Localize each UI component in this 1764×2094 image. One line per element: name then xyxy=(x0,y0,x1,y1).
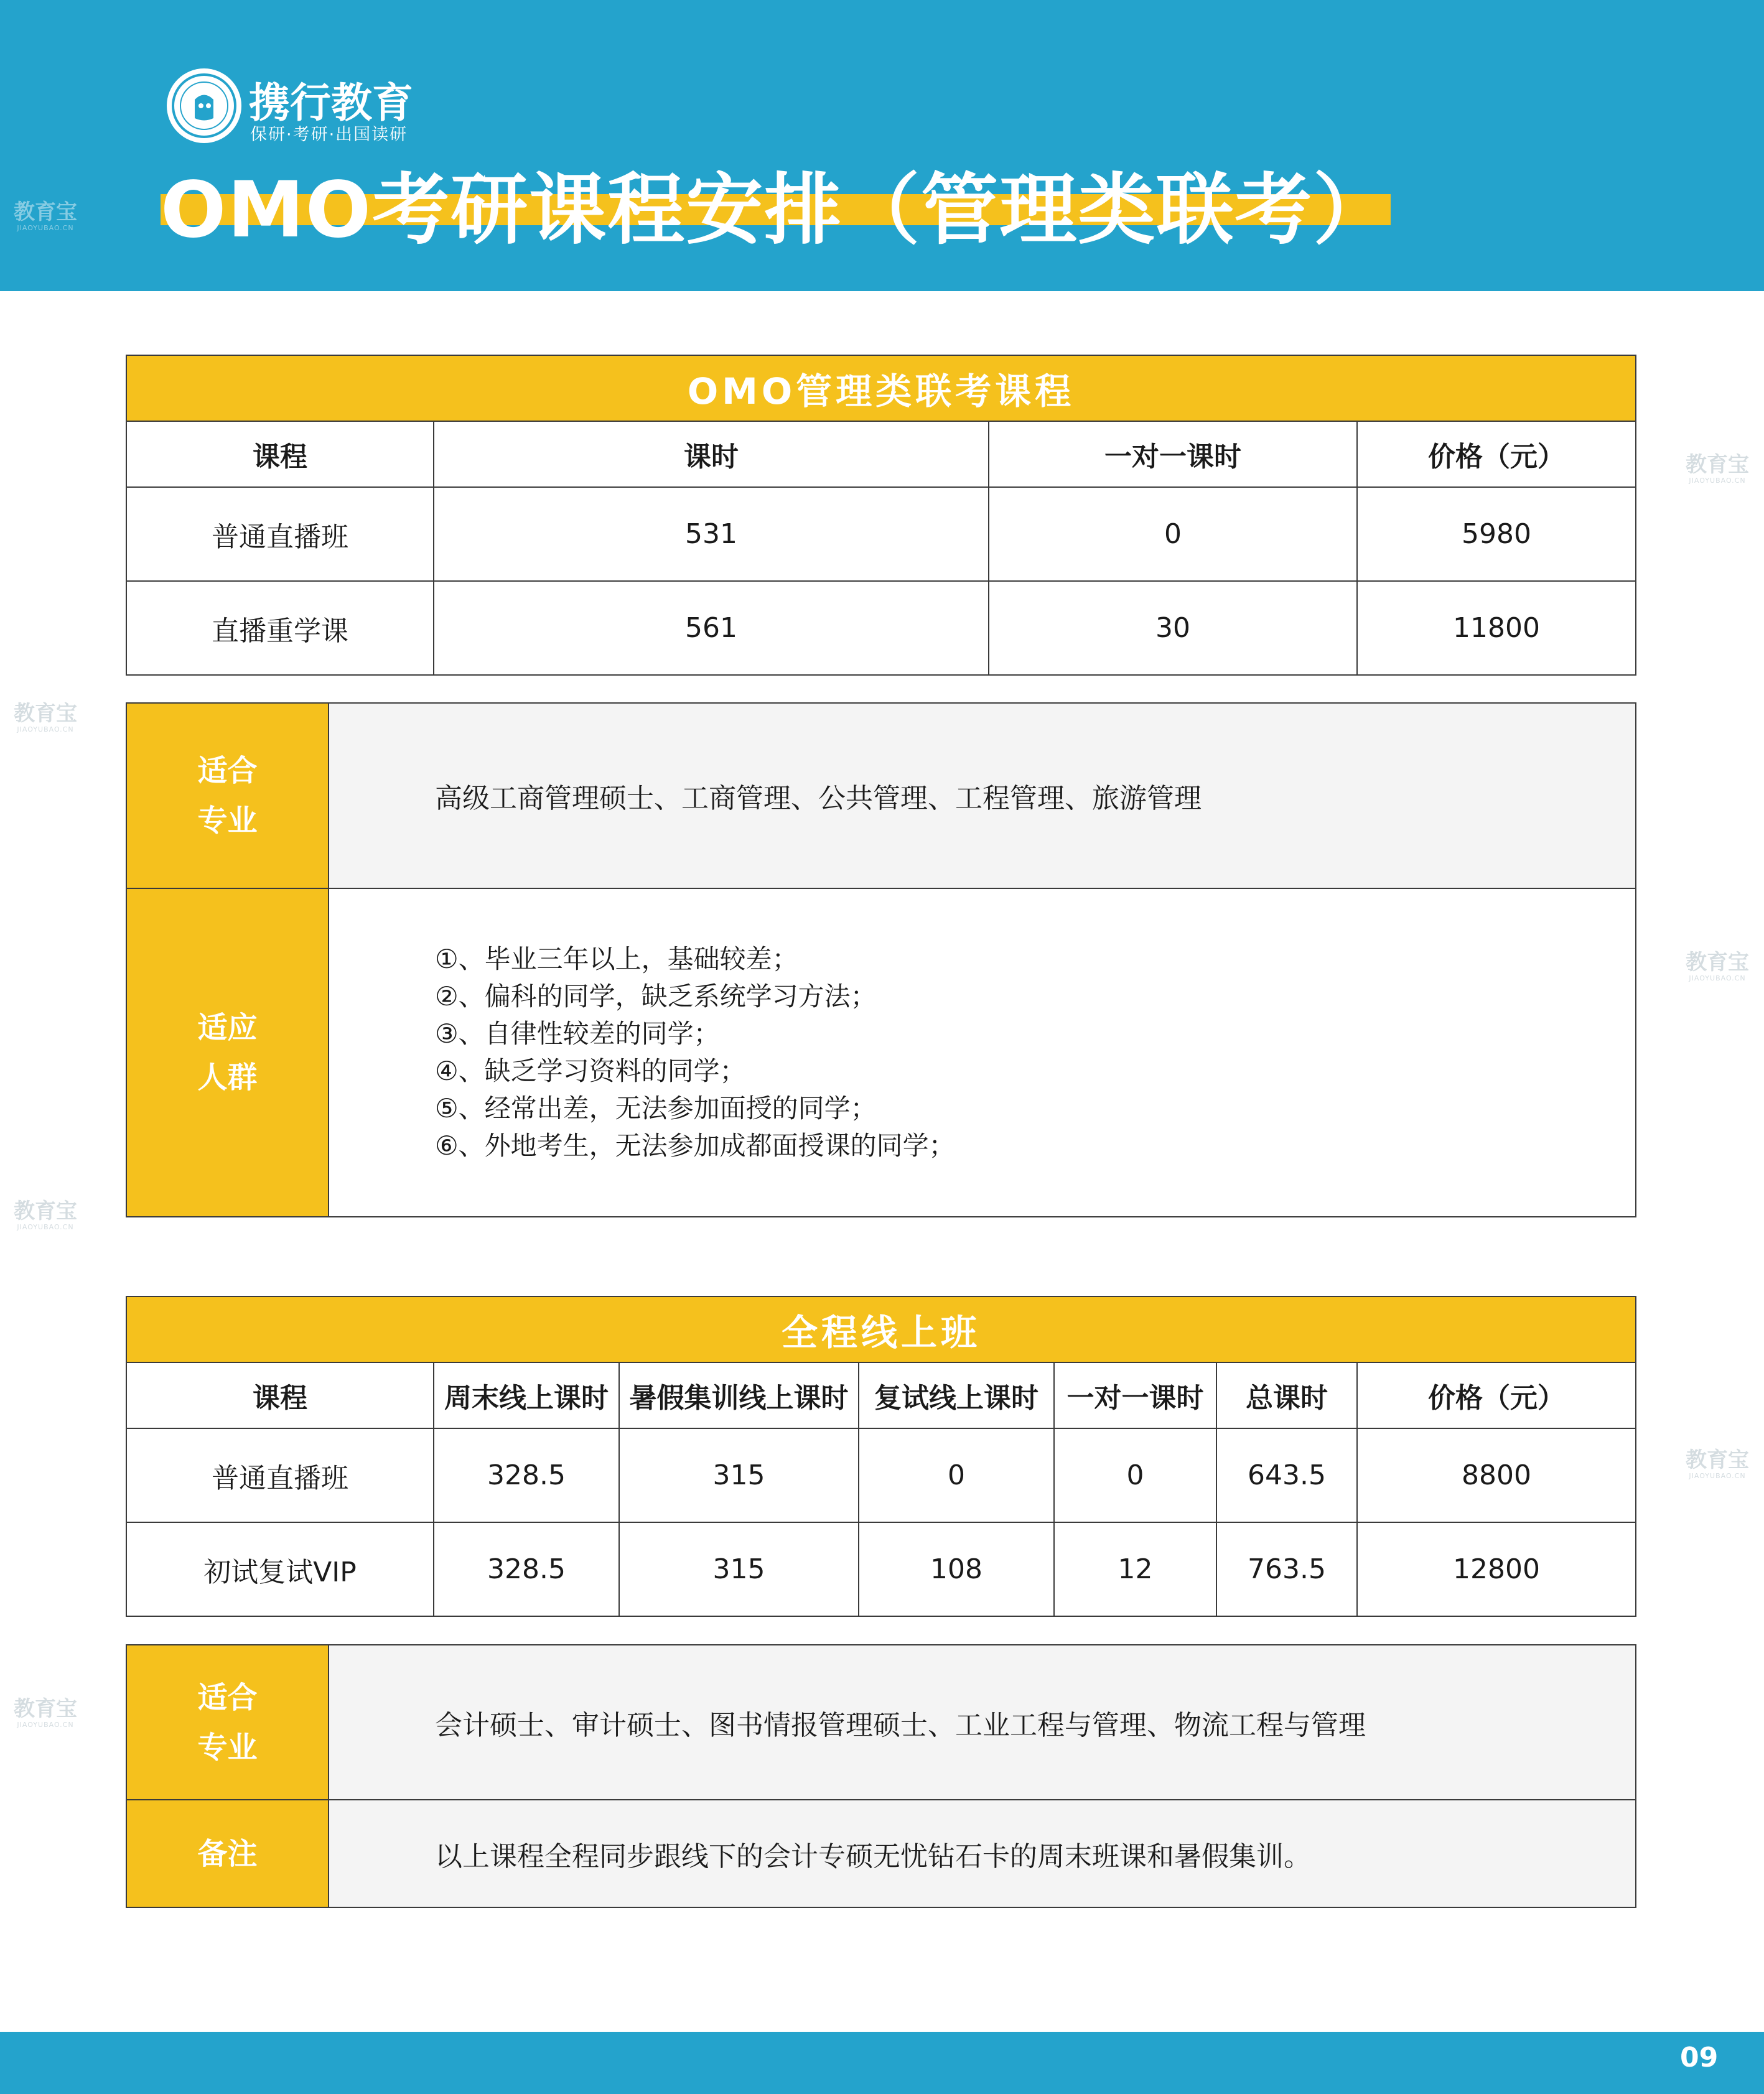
table-title: 全程线上班 xyxy=(126,1296,1636,1362)
target-crowd-text xyxy=(329,888,1636,1217)
watermark: 教育宝 JIAOYUBAO.CN xyxy=(14,701,77,733)
table-title: OMO管理类联考课程 xyxy=(126,355,1636,421)
table-cell: 315 xyxy=(619,1522,859,1616)
table-row xyxy=(126,581,1636,675)
table-cell: 11800 xyxy=(1357,581,1636,675)
watermark: 教育宝 JIAOYUBAO.CN xyxy=(14,1199,77,1231)
column-header: 课程 xyxy=(126,421,434,487)
course-table-online xyxy=(126,1296,1636,1617)
list-item: ⑥、外地考生，无法参加成都面授课的同学； xyxy=(435,1130,955,1161)
column-header: 暑假集训线上课时 xyxy=(619,1362,859,1428)
column-header: 课时 xyxy=(434,421,989,487)
table-cell: 12800 xyxy=(1357,1522,1636,1616)
note-text: 以上课程全程同步跟线下的会计专硕无忧钻石卡的周末班课和暑假集训。 xyxy=(329,1800,1636,1907)
watermark: 教育宝 JIAOYUBAO.CN xyxy=(14,1696,77,1729)
column-header: 课程 xyxy=(126,1362,434,1428)
suitable-major-row xyxy=(126,703,1636,888)
table-cell: 531 xyxy=(434,487,989,581)
note-label: 备注 xyxy=(126,1800,329,1907)
label-line: 专业 xyxy=(197,803,258,838)
page-title: OMO考研课程安排（管理类联考） xyxy=(161,165,1392,255)
note-row xyxy=(126,1800,1636,1907)
target-crowd-row xyxy=(126,888,1636,1217)
list-item: ④、缺乏学习资料的同学； xyxy=(435,1056,746,1086)
page-number: 09 xyxy=(1680,2042,1719,2073)
column-header: 复试线上课时 xyxy=(859,1362,1054,1428)
column-header: 周末线上课时 xyxy=(434,1362,619,1428)
list-item: ③、自律性较差的同学； xyxy=(435,1018,720,1049)
page-title-block xyxy=(161,167,1391,254)
table-cell: 0 xyxy=(859,1428,1054,1522)
course-info-omo xyxy=(126,702,1636,1217)
table-cell: 643.5 xyxy=(1216,1428,1357,1522)
suitable-major-label xyxy=(126,703,329,888)
label-line: 人群 xyxy=(197,1060,258,1095)
suitable-major-row xyxy=(126,1645,1636,1800)
label-line: 适合 xyxy=(197,1680,258,1715)
column-header: 一对一课时 xyxy=(1054,1362,1216,1428)
suitable-major-text: 高级工商管理硕士、工商管理、公共管理、工程管理、旅游管理 xyxy=(329,703,1636,888)
watermark: 教育宝 JIAOYUBAO.CN xyxy=(1686,950,1749,982)
table-header-row xyxy=(126,421,1636,487)
table-cell: 0 xyxy=(1054,1428,1216,1522)
table-cell: 8800 xyxy=(1357,1428,1636,1522)
suitable-major-text: 会计硕士、审计硕士、图书情报管理硕士、工业工程与管理、物流工程与管理 xyxy=(329,1645,1636,1800)
table-row xyxy=(126,1428,1636,1522)
table-cell: 0 xyxy=(989,487,1357,581)
table-cell: 5980 xyxy=(1357,487,1636,581)
list-item: ②、偏科的同学，缺乏系统学习方法； xyxy=(435,981,877,1012)
table-cell: 315 xyxy=(619,1428,859,1522)
label-line: 专业 xyxy=(197,1729,258,1765)
course-info-online xyxy=(126,1644,1636,1908)
brand-name: 携行教育 xyxy=(249,79,413,127)
column-header: 一对一课时 xyxy=(989,421,1357,487)
footer-bar xyxy=(0,2032,1764,2094)
watermark: 教育宝 JIAOYUBAO.CN xyxy=(14,200,77,232)
table-row xyxy=(126,1522,1636,1616)
table-cell: 108 xyxy=(859,1522,1054,1616)
header-banner xyxy=(0,0,1764,291)
table-cell: 763.5 xyxy=(1216,1522,1357,1616)
list-item: ①、毕业三年以上，基础较差； xyxy=(435,944,798,974)
suitable-major-label xyxy=(126,1645,329,1800)
course-table-omo xyxy=(126,355,1636,676)
table-cell: 328.5 xyxy=(434,1428,619,1522)
table-cell: 普通直播班 xyxy=(126,1428,434,1522)
label-line: 适应 xyxy=(197,1010,258,1045)
logo-emblem-icon xyxy=(167,68,241,143)
column-header: 总课时 xyxy=(1216,1362,1357,1428)
table-cell: 328.5 xyxy=(434,1522,619,1616)
table-row xyxy=(126,487,1636,581)
target-crowd-list xyxy=(435,941,1635,1165)
column-header: 价格（元） xyxy=(1357,1362,1636,1428)
watermark: 教育宝 JIAOYUBAO.CN xyxy=(1686,1448,1749,1480)
table-header-row xyxy=(126,1362,1636,1428)
watermark: 教育宝 JIAOYUBAO.CN xyxy=(1686,452,1749,485)
table-cell: 普通直播班 xyxy=(126,487,434,581)
list-item: ⑤、经常出差，无法参加面授的同学； xyxy=(435,1093,877,1124)
table-cell: 12 xyxy=(1054,1522,1216,1616)
table-cell: 初试复试VIP xyxy=(126,1522,434,1616)
label-line: 适合 xyxy=(197,753,258,788)
table-cell: 561 xyxy=(434,581,989,675)
table-cell: 30 xyxy=(989,581,1357,675)
brand-slogan: 保研·考研·出国读研 xyxy=(250,125,408,144)
column-header: 价格（元） xyxy=(1357,421,1636,487)
target-crowd-label xyxy=(126,888,329,1217)
table-cell: 直播重学课 xyxy=(126,581,434,675)
